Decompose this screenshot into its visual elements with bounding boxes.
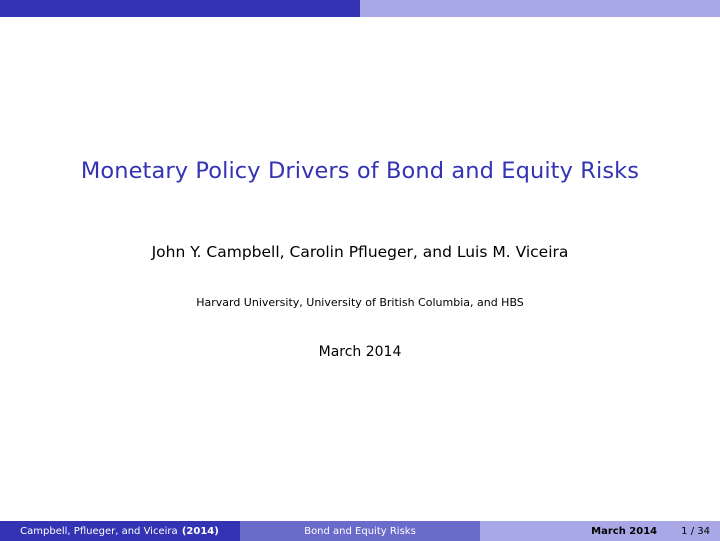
footer-year: (2014) bbox=[181, 525, 219, 537]
slide-date: March 2014 bbox=[318, 344, 402, 360]
footer bbox=[0, 521, 720, 541]
footer-page-current: 1 bbox=[681, 525, 688, 537]
footer-short-title-text: Bond and Equity Risks bbox=[304, 525, 416, 537]
footer-page-total: 34 bbox=[697, 525, 710, 537]
footer-page-separator: / bbox=[690, 525, 695, 537]
slide-title: Monetary Policy Drivers of Bond and Equity Risks bbox=[80, 158, 640, 184]
footer-date-page bbox=[480, 521, 720, 541]
top-bar-light-segment bbox=[360, 0, 720, 17]
footer-authors-text: Campbell, Pflueger, and Viceira bbox=[20, 525, 178, 537]
top-progress-bar bbox=[0, 0, 720, 17]
footer-date: March 2014 bbox=[591, 525, 658, 537]
footer-short-title[interactable] bbox=[240, 521, 480, 541]
footer-authors[interactable] bbox=[0, 521, 240, 541]
slide-authors: John Y. Campbell, Carolin Pflueger, and Luis M. Viceira bbox=[151, 243, 569, 261]
slide-affiliation: Harvard University, University of British Columbia, and HBS bbox=[196, 296, 524, 309]
top-bar-dark-segment bbox=[0, 0, 360, 17]
